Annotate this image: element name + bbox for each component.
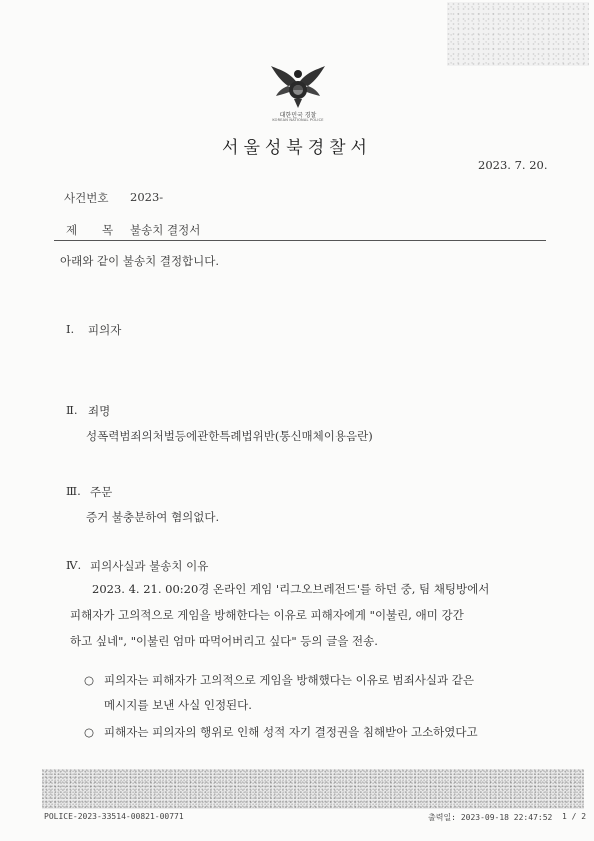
- bullet-1-line-1: 피의자는 피해자가 고의적으로 게임을 방해했다는 이유로 범죄사실과 같은: [104, 673, 474, 687]
- subject-label-1: 제: [66, 223, 78, 237]
- station-title: 서울성북경찰서: [222, 138, 372, 158]
- bullet-1-icon: ○: [84, 673, 95, 687]
- org-name-en: KOREAN NATIONAL POLICE: [272, 118, 324, 122]
- document-code: POLICE-2023-33514-00821-00771: [44, 812, 184, 821]
- section-2-title: 죄명: [88, 404, 111, 418]
- bullet-2-line-1: 피해자는 피의자의 행위로 인해 성적 자기 결정권을 침해받아 고소하였다고: [104, 725, 478, 739]
- case-number-label: 사건번호: [64, 191, 109, 205]
- section-1-title: 피의자: [88, 323, 122, 337]
- section-3-content: 증거 불충분하여 혐의없다.: [86, 510, 220, 524]
- scan-stamp: [447, 2, 589, 66]
- header-divider: [54, 240, 546, 241]
- page-number: 1 / 2: [562, 812, 587, 821]
- section-1-number: Ⅰ.: [66, 322, 75, 336]
- bullet-2-icon: ○: [84, 725, 95, 739]
- section-2-number: Ⅱ.: [66, 403, 78, 417]
- section-3-title: 주문: [90, 485, 113, 499]
- fact-line-3: 하고 싶네", "이불린 엄마 따먹어버리고 싶다" 등의 글을 전송.: [70, 634, 378, 648]
- section-3-number: Ⅲ.: [66, 484, 81, 498]
- fact-line-1: 2023. 4. 21. 00:20경 온라인 게임 '리그오브레전드'를 하던 중, 팀 채팅방에서: [92, 582, 490, 596]
- fact-line-2: 피해자가 고의적으로 게임을 방해한다는 이유로 피해자에게 "이불린, 애미 강간: [70, 608, 464, 622]
- subject-value: 불송치 결정서: [130, 223, 201, 237]
- subject-label-2: 목: [102, 223, 114, 237]
- org-name: 대한민국 경찰: [279, 112, 317, 119]
- intro-text: 아래와 같이 불송치 결정합니다.: [60, 254, 220, 268]
- footer-barcode-band: [42, 769, 584, 809]
- print-timestamp: 출력일: 2023-09-18 22:47:52: [428, 813, 553, 822]
- document-date: 2023. 7. 20.: [478, 158, 548, 172]
- case-number-value: 2023-: [130, 190, 164, 204]
- bullet-1-line-2: 메시지를 보낸 사실 인정된다.: [104, 698, 252, 712]
- section-2-content: 성폭력범죄의처벌등에관한특례법위반(통신매체이용음란): [86, 429, 373, 443]
- section-4-number: Ⅳ.: [66, 558, 82, 572]
- section-4-title: 피의사실과 불송치 이유: [90, 559, 209, 573]
